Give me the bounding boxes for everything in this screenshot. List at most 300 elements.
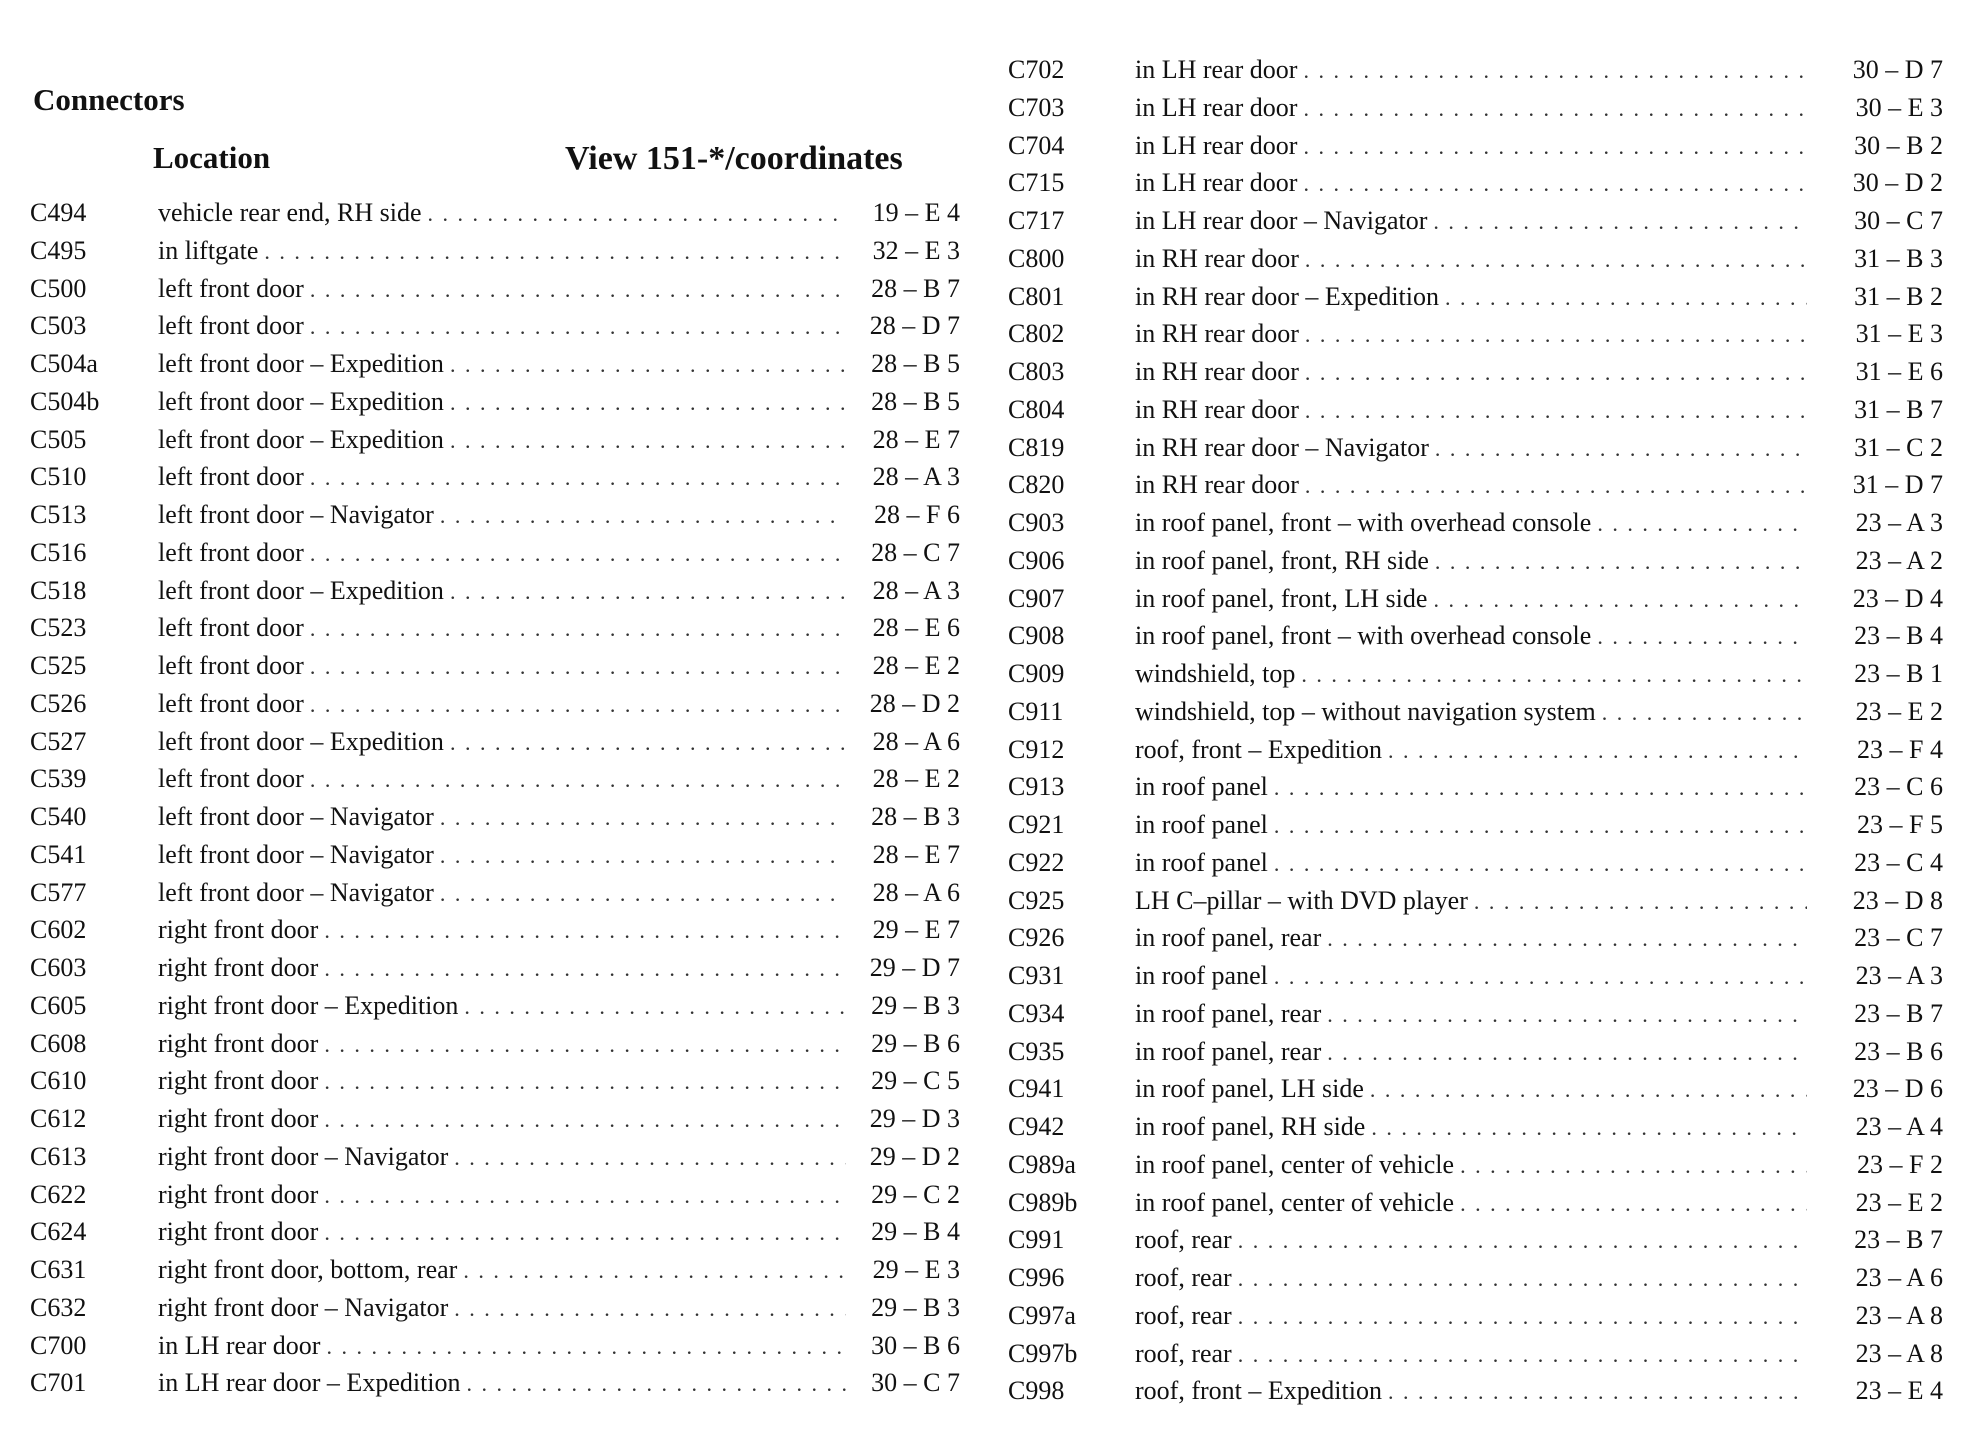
connector-location: left front door [158,688,304,718]
connector-location-cell [1135,319,1813,349]
connector-location: left front door [158,613,304,643]
connector-coordinates: 28 – E 6 [872,613,960,643]
connector-coordinates: 28 – B 5 [871,349,960,378]
connector-location-cell [158,236,852,266]
connector-location: in RH rear door [1135,357,1299,386]
dot-leader [1305,322,1807,348]
connector-location: right front door [158,1179,319,1209]
dot-leader [324,918,846,944]
connector-code: C610 [30,1066,87,1096]
dot-leader [450,390,846,416]
connector-row [30,764,960,802]
connector-coordinates: 23 – E 2 [1855,696,1943,726]
connector-location-cell [158,1180,852,1210]
connector-code: C997a [1008,1300,1076,1330]
connector-location: left front door [158,462,304,492]
connector-code: C703 [1008,92,1065,122]
connector-location-cell [1135,1074,1813,1104]
connector-code: C906 [1008,545,1065,575]
connector-location-cell [1135,1339,1813,1369]
connector-code: C505 [30,424,87,454]
connector-coordinates: 31 – E 6 [1855,357,1943,386]
connector-coordinates: 30 – B 2 [1854,130,1943,160]
connector-location: left front door – Expedition [158,575,444,605]
connector-location-cell [158,387,852,417]
connector-location-cell [1135,55,1813,85]
connector-code: C518 [30,575,87,605]
connector-location-cell [158,1066,852,1096]
connector-coordinates: 19 – E 4 [872,198,960,227]
connector-code: C913 [1008,772,1065,802]
dot-leader [467,1371,846,1397]
dot-leader [1238,1342,1807,1368]
connector-location-cell [158,1029,852,1059]
connector-coordinates: 23 – D 8 [1852,885,1943,915]
connector-code: C911 [1008,696,1064,726]
connector-code: C704 [1008,130,1065,160]
connector-coordinates: 28 – A 6 [872,877,960,907]
connector-row [1008,1037,1943,1075]
connector-coordinates: 23 – B 4 [1854,621,1943,651]
connector-location: in RH rear door [1135,243,1299,273]
connector-row [30,1104,960,1142]
connector-code: C903 [1008,508,1065,537]
connector-code: C523 [30,613,87,643]
connector-location: roof, rear [1135,1338,1232,1368]
connector-location-cell [1135,1188,1813,1218]
connector-row [1008,546,1943,584]
dot-leader [310,541,846,567]
connector-code: C803 [1008,357,1065,386]
connector-location: in roof panel, rear [1135,923,1322,953]
connector-location: right front door [158,1104,319,1133]
connector-location-cell [158,1217,852,1247]
connector-code: C717 [1008,206,1065,235]
connector-coordinates: 23 – D 4 [1852,583,1943,613]
connector-location-cell [1135,584,1813,614]
connector-coordinates: 23 – A 6 [1855,1263,1943,1292]
connector-code: C513 [30,500,87,529]
dot-leader [310,692,846,718]
connector-row [1008,659,1943,697]
connector-coordinates: 29 – E 3 [872,1255,960,1284]
page-title: Connectors [33,82,185,117]
connector-coordinates: 28 – B 7 [871,273,960,303]
dot-leader [1445,285,1807,311]
connector-location-cell [1135,659,1813,689]
connector-code: C504b [30,386,100,416]
connector-location-cell [158,349,852,379]
connector-coordinates: 28 – B 3 [871,802,960,831]
dot-leader [1371,1115,1807,1141]
connector-code: C631 [30,1255,87,1284]
connector-code: C504a [30,349,98,378]
connector-location-cell [1135,131,1813,161]
connector-row [30,311,960,349]
connector-location-cell [1135,923,1813,953]
connector-coordinates: 23 – B 7 [1854,1225,1943,1255]
connector-code: C926 [1008,923,1065,953]
connector-location: in RH rear door – Navigator [1135,432,1429,462]
connector-code: C989a [1008,1149,1076,1179]
connector-row [1008,735,1943,773]
dot-leader [1238,1228,1807,1254]
connector-code: C819 [1008,432,1065,462]
connector-row [1008,1263,1943,1301]
connector-coordinates: 23 – A 4 [1855,1112,1943,1141]
connector-row [30,1142,960,1180]
connector-location-cell [1135,999,1813,1029]
connector-location: in liftgate [158,235,259,265]
connector-row [30,1368,960,1406]
connector-coordinates: 30 – C 7 [871,1368,960,1398]
dot-leader [1597,511,1807,537]
connector-coordinates: 28 – B 5 [871,386,960,416]
connector-row [30,651,960,689]
connector-row [30,1217,960,1255]
connector-coordinates: 23 – E 4 [1855,1376,1943,1406]
connector-location: windshield, top [1135,659,1296,688]
connector-code: C998 [1008,1376,1065,1406]
view-coordinates-column-header: View 151-*/coordinates [565,140,903,177]
dot-leader [1435,549,1807,575]
dot-leader [450,352,846,378]
connector-code: C801 [1008,281,1065,311]
connector-location: in roof panel, RH side [1135,1112,1366,1141]
connector-location: in LH rear door – Expedition [158,1368,461,1398]
connector-coordinates: 23 – F 5 [1857,810,1943,839]
connector-row [30,878,960,916]
connector-location-cell [1135,395,1813,425]
connector-coordinates: 30 – C 7 [1854,206,1943,235]
connector-row [30,689,960,727]
connector-code: C541 [30,839,87,869]
connector-code: C527 [30,726,87,756]
dot-leader [1305,398,1807,424]
connector-code: C941 [1008,1074,1065,1104]
dot-leader [310,654,846,680]
connector-code: C942 [1008,1112,1065,1141]
connector-row [30,462,960,500]
connector-code: C494 [30,198,87,227]
connector-row [30,576,960,614]
location-column-header: Location [153,140,271,175]
connector-location-cell [158,915,852,945]
connector-code: C931 [1008,961,1065,990]
connector-coordinates: 23 – A 3 [1855,508,1943,537]
connector-code: C909 [1008,659,1065,688]
connector-location-cell [1135,168,1813,198]
connector-location: roof, rear [1135,1225,1232,1255]
connector-location-cell [1135,621,1813,651]
connector-code: C539 [30,764,87,794]
connector-coordinates: 30 – D 2 [1852,168,1943,198]
dot-leader [1388,738,1807,764]
connector-coordinates: 28 – A 3 [872,575,960,605]
dot-leader [264,239,846,265]
connector-location-cell [158,764,852,794]
dot-leader [1303,134,1807,160]
dot-leader [440,881,846,907]
connector-location-cell [158,1142,852,1172]
connector-code: C700 [30,1330,87,1360]
dot-leader [1238,1266,1807,1292]
connector-location: in LH rear door [158,1330,321,1360]
connector-location-cell [158,274,852,304]
connector-location: in roof panel, front – with overhead console [1135,621,1592,651]
dot-leader [324,1183,846,1209]
connector-row [1008,584,1943,622]
left-connector-list [30,198,960,1406]
connector-location: in roof panel, front – with overhead console [1135,508,1592,537]
connector-code: C510 [30,462,87,492]
connector-location-cell [1135,697,1813,727]
dot-leader [1327,1040,1807,1066]
connector-location: right front door [158,1217,319,1247]
connector-row [1008,282,1943,320]
connector-coordinates: 30 – E 3 [1855,92,1943,122]
connector-location: right front door – Navigator [158,1292,449,1322]
connector-location: in roof panel, center of vehicle [1135,1187,1455,1217]
connector-coordinates: 31 – B 2 [1854,281,1943,311]
connector-location-cell [1135,282,1813,312]
connector-coordinates: 23 – C 7 [1854,923,1943,953]
connector-location-cell [158,802,852,832]
connector-code: C605 [30,990,87,1020]
connector-code: C632 [30,1292,87,1322]
dot-leader [1388,1379,1807,1405]
connector-location-cell [158,576,852,606]
dot-leader [1433,209,1807,235]
connector-coordinates: 23 – E 2 [1855,1187,1943,1217]
connector-code: C613 [30,1141,87,1171]
connector-location: left front door [158,651,304,680]
connector-row [1008,1339,1943,1377]
connector-code: C495 [30,235,87,265]
connector-coordinates: 23 – F 4 [1857,734,1943,764]
connector-row [30,613,960,651]
connector-location-cell [1135,244,1813,274]
connector-code: C540 [30,802,87,831]
connector-row [1008,1150,1943,1188]
connector-code: C820 [1008,470,1065,500]
connector-location: in RH rear door [1135,319,1299,349]
connector-location: in LH rear door [1135,55,1298,84]
connector-code: C802 [1008,319,1065,349]
connector-row [30,802,960,840]
connector-location: in LH rear door – Navigator [1135,206,1428,235]
connector-location: roof, rear [1135,1263,1232,1292]
dot-leader [1460,1153,1807,1179]
connector-row [1008,433,1943,471]
connector-location-cell [1135,1150,1813,1180]
connector-location-cell [1135,546,1813,576]
connector-code: C997b [1008,1338,1078,1368]
connector-location-cell [158,991,852,1021]
connector-row [30,538,960,576]
connector-coordinates: 28 – E 2 [872,764,960,794]
connector-location: right front door – Expedition [158,990,459,1020]
connector-location-cell [1135,886,1813,916]
connector-coordinates: 23 – F 2 [1857,1149,1943,1179]
connector-location-cell [158,198,852,228]
connector-code: C991 [1008,1225,1065,1255]
connector-location-cell [1135,810,1813,840]
connector-row [1008,1074,1943,1112]
dot-leader [1274,775,1807,801]
connector-code: C701 [30,1368,87,1398]
connector-row [1008,206,1943,244]
connector-location-cell [158,953,852,983]
connector-location: roof, front – Expedition [1135,1376,1382,1406]
connector-coordinates: 29 – D 2 [869,1141,960,1171]
connector-location: LH C–pillar – with DVD player [1135,885,1468,915]
connector-coordinates: 28 – D 2 [869,688,960,718]
connector-coordinates: 29 – C 2 [871,1179,960,1209]
connector-code: C608 [30,1028,87,1058]
dot-leader [324,1069,846,1095]
connector-coordinates: 31 – B 3 [1854,243,1943,273]
connector-location: roof, front – Expedition [1135,734,1382,764]
dot-leader [1301,662,1807,688]
connector-row [30,1255,960,1293]
connector-location: in roof panel, rear [1135,1036,1322,1066]
connector-coordinates: 30 – B 6 [871,1330,960,1360]
dot-leader [450,730,846,756]
connector-code: C921 [1008,810,1065,839]
connector-code: C912 [1008,734,1065,764]
connector-coordinates: 28 – E 7 [872,839,960,869]
connector-location: in RH rear door – Expedition [1135,281,1439,311]
connector-location: windshield, top – without navigation system [1135,696,1596,726]
connector-code: C624 [30,1217,87,1247]
dot-leader [324,1220,846,1246]
connector-location-cell [1135,1112,1813,1142]
connector-location: left front door – Expedition [158,424,444,454]
connector-coordinates: 29 – B 4 [871,1217,960,1247]
dot-leader [428,201,846,227]
connector-location: left front door [158,537,304,567]
connector-location: left front door [158,273,304,303]
connector-location: right front door, bottom, rear [158,1255,458,1284]
connector-location: left front door – Navigator [158,839,434,869]
connector-row [30,198,960,236]
connector-coordinates: 28 – E 7 [872,424,960,454]
connector-code: C908 [1008,621,1065,651]
connector-location-cell [158,878,852,908]
connector-coordinates: 31 – E 3 [1855,319,1943,349]
connector-location-cell [1135,772,1813,802]
connector-coordinates: 23 – B 7 [1854,998,1943,1028]
connector-location: in roof panel, center of vehicle [1135,1149,1455,1179]
connector-row [30,236,960,274]
connector-coordinates: 23 – C 4 [1854,847,1943,877]
connector-coordinates: 23 – B 6 [1854,1036,1943,1066]
connector-code: C922 [1008,847,1065,877]
connector-row [1008,470,1943,508]
connector-location: right front door [158,915,319,945]
connector-location-cell [158,840,852,870]
connector-location-cell [158,1368,852,1398]
connector-location-cell [1135,1263,1813,1293]
connector-location-cell [158,462,852,492]
connector-row [30,1029,960,1067]
connector-code: C500 [30,273,87,303]
connector-row [30,840,960,878]
connector-row [1008,357,1943,395]
connector-coordinates: 28 – F 6 [874,500,960,529]
connector-location: left front door – Expedition [158,726,444,756]
connector-row [1008,772,1943,810]
connector-coordinates: 28 – E 2 [872,651,960,680]
connector-code: C934 [1008,998,1065,1028]
connector-code: C526 [30,688,87,718]
connector-code: C800 [1008,243,1065,273]
connector-location: in LH rear door [1135,92,1298,122]
dot-leader [324,956,846,982]
connector-location-cell [158,425,852,455]
connector-row [30,500,960,538]
connector-location: vehicle rear end, RH side [158,198,422,227]
connector-coordinates: 23 – B 1 [1854,659,1943,688]
connector-location-cell [1135,470,1813,500]
dot-leader [1327,1002,1807,1028]
connector-code: C715 [1008,168,1065,198]
connector-row [30,953,960,991]
connector-code: C935 [1008,1036,1065,1066]
dot-leader [1238,1304,1807,1330]
dot-leader [1274,964,1807,990]
dot-leader [1597,624,1807,650]
connector-location: left front door – Navigator [158,500,434,529]
dot-leader [1433,587,1807,613]
connector-location: in roof panel [1135,961,1268,990]
connector-location-cell [158,689,852,719]
connector-coordinates: 29 – D 7 [869,953,960,982]
connector-location: right front door [158,953,319,982]
connector-location: in roof panel, rear [1135,998,1322,1028]
connector-location: left front door [158,764,304,794]
dot-leader [310,767,846,793]
connector-location: left front door [158,311,304,341]
connector-coordinates: 23 – C 6 [1854,772,1943,802]
connector-row [30,991,960,1029]
connector-location: left front door – Navigator [158,802,434,831]
connector-row [1008,131,1943,169]
dot-leader [440,805,846,831]
connector-coordinates: 29 – E 7 [872,915,960,945]
connector-row [30,1180,960,1218]
connector-row [1008,55,1943,93]
dot-leader [454,1296,846,1322]
connector-coordinates: 23 – A 3 [1855,961,1943,990]
dot-leader [1474,889,1807,915]
connector-location: in roof panel, front, LH side [1135,583,1428,613]
connector-coordinates: 31 – C 2 [1854,432,1943,462]
connector-row [30,1293,960,1331]
connector-row [1008,395,1943,433]
connector-coordinates: 29 – B 3 [871,990,960,1020]
connector-row [1008,886,1943,924]
dot-leader [310,616,846,642]
connector-code: C996 [1008,1263,1065,1292]
connector-coordinates: 28 – A 3 [872,462,960,492]
dot-leader [1602,700,1807,726]
connector-code: C516 [30,537,87,567]
dot-leader [1303,58,1807,84]
connector-location: in roof panel [1135,847,1268,877]
connector-location-cell [158,1331,852,1361]
